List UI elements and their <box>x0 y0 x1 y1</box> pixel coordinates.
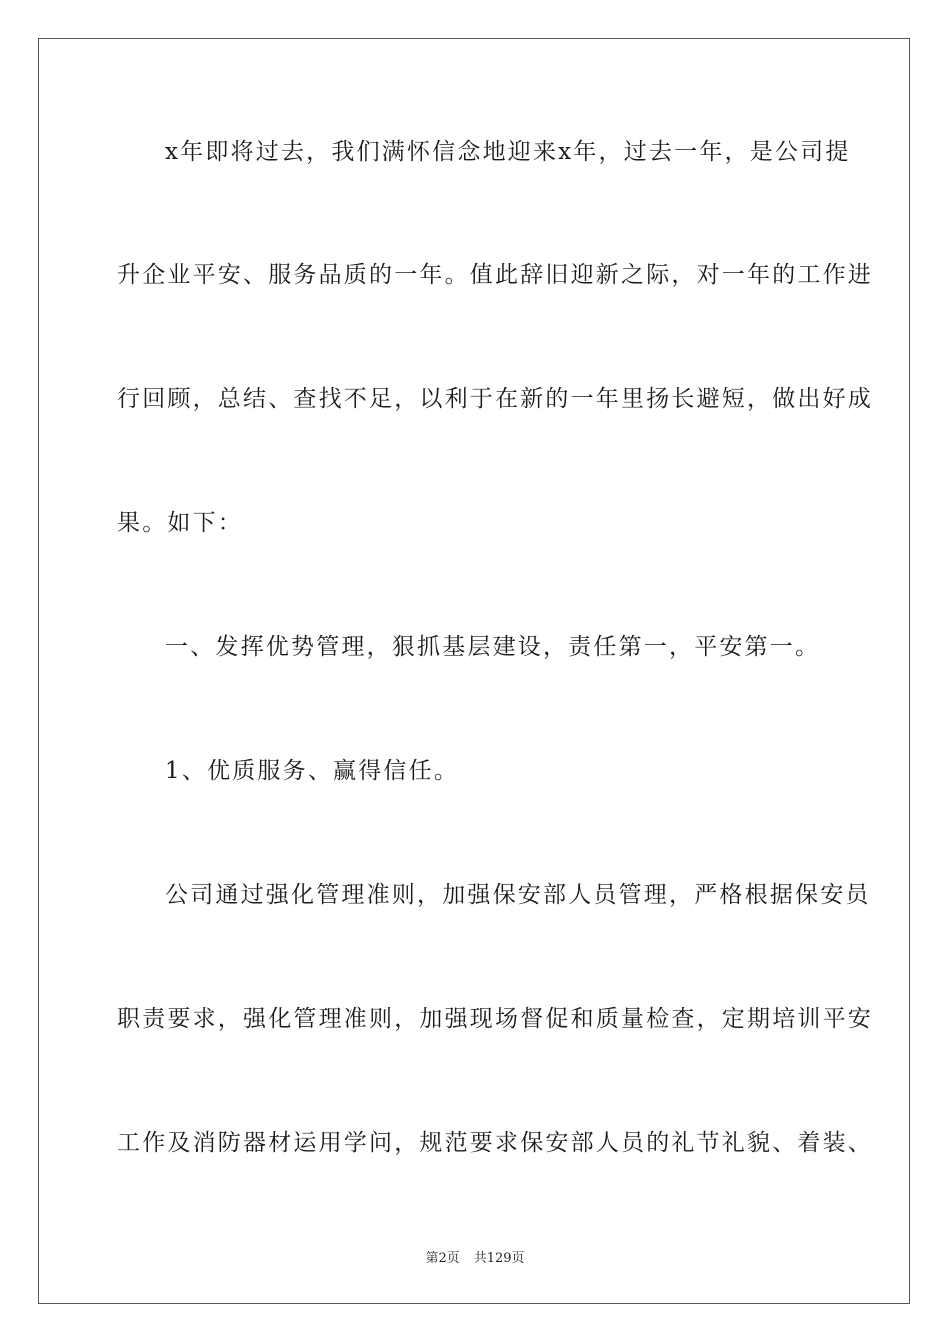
section-heading: 一、发挥优势管理，狠抓基层建设，责任第一，平安第一。 <box>165 634 821 660</box>
page-number: 第2页 <box>425 1251 460 1266</box>
page-border <box>38 38 910 1304</box>
paragraph-line: 行回顾，总结、查找不足，以利于在新的一年里扬长避短，做出好成 <box>117 386 873 412</box>
paragraph-line: 果。如下： <box>117 510 243 536</box>
page-total: 共129页 <box>473 1251 525 1266</box>
paragraph-line: 职责要求，强化管理准则，加强现场督促和质量检查，定期培训平安 <box>117 1006 873 1032</box>
paragraph-line: 升企业平安、服务品质的一年。值此辞旧迎新之际，对一年的工作进 <box>117 262 873 288</box>
paragraph-line: x年即将过去，我们满怀信念地迎来x年，过去一年，是公司提 <box>165 139 851 165</box>
subsection-heading: 1、优质服务、赢得信任。 <box>165 758 460 784</box>
page-footer <box>0 1247 950 1266</box>
paragraph-line: 公司通过强化管理准则，加强保安部人员管理，严格根据保安员 <box>165 882 871 908</box>
paragraph-line: 工作及消防器材运用学问，规范要求保安部人员的礼节礼貌、着装、 <box>117 1130 873 1156</box>
